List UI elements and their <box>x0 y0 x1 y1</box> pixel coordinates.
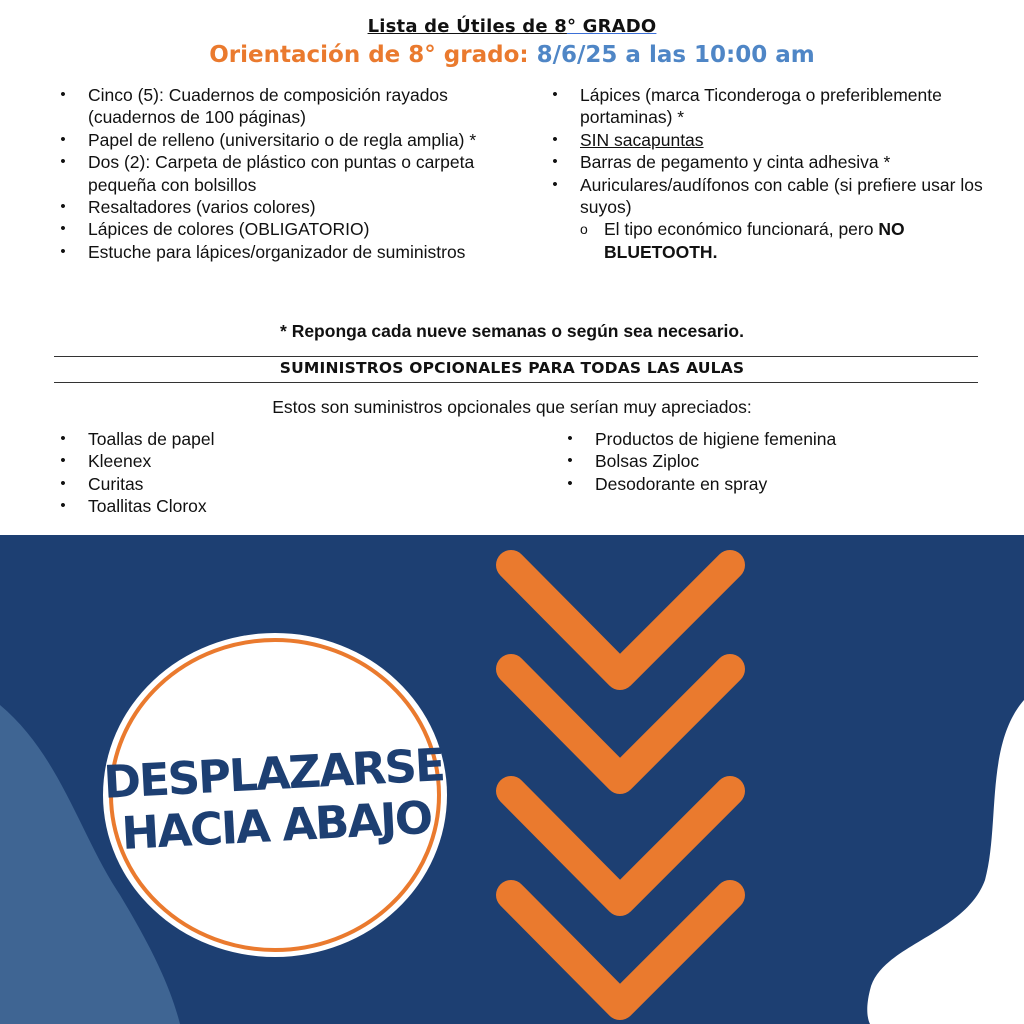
list-item: • Lápices de colores (OBLIGATORIO) <box>60 219 370 240</box>
list-item: • Lápices (marca Ticonderoga o preferiblemente portaminas) * <box>552 85 942 128</box>
divider <box>54 382 978 383</box>
list-item: • Kleenex <box>60 451 152 472</box>
chevron-down-icon <box>511 791 730 901</box>
required-list-left <box>56 84 494 263</box>
list-item: • Productos de higiene femenina <box>567 429 837 449</box>
orientation-label: Orientación de 8° grado: <box>209 42 529 68</box>
badge-line-2: HACIA ABAJO <box>120 790 433 861</box>
orientation-date: 8/6/25 a las 10:00 am <box>536 42 815 68</box>
right-wave-shape <box>867 700 1024 1024</box>
list-item: • Curitas <box>60 473 144 494</box>
required-list-right <box>548 84 988 263</box>
page-title <box>0 16 1024 37</box>
list-item: • Resaltadores (varios colores) <box>60 197 316 218</box>
list-item: • Desodorante en spray <box>567 473 768 494</box>
title-part-2: ° GRADO <box>566 16 657 37</box>
list-item: • Estuche para lápices/organizador de suministros <box>60 241 466 262</box>
scroll-badge-text <box>98 739 453 861</box>
sub-list-item: o El tipo económico funcionará, pero NO BLUETOOTH. <box>580 219 905 262</box>
list-item: • Toallas de papel <box>60 429 215 449</box>
chevron-down-icon <box>511 565 730 675</box>
list-item: • Toallitas Clorox <box>60 496 207 517</box>
list-item: • Bolsas Ziploc <box>567 451 700 472</box>
optional-list-right <box>563 428 983 495</box>
replace-note: * Reponga cada nueve semanas o según sea necesario. <box>280 321 744 341</box>
sub-list <box>580 218 988 263</box>
list-item: • Papel de relleno (universitario o de regla amplia) * <box>60 129 477 150</box>
optional-heading: SUMINISTROS OPCIONALES PARA TODAS LAS AULAS <box>279 359 745 377</box>
badge-line-1: DESPLAZARSE <box>102 738 445 809</box>
list-item: • Cinco (5): Cuadernos de composición rayados (cuadernos de 100 páginas) <box>60 85 448 128</box>
optional-intro: Estos son suministros opcionales que serían muy apreciados: <box>272 397 752 417</box>
orientation-line <box>0 42 1024 68</box>
title-part-1: Lista de Útiles de 8 <box>367 16 567 37</box>
divider <box>54 356 978 357</box>
optional-list-left <box>56 428 496 518</box>
list-item: • Barras de pegamento y cinta adhesiva * <box>552 152 891 173</box>
list-item: • Dos (2): Carpeta de plástico con puntas o carpeta pequeña con bolsillos <box>60 152 475 195</box>
list-item: • SIN sacapuntas <box>552 129 704 150</box>
list-item: • Auriculares/audífonos con cable (si prefiere usar los suyos) o El tipo económico funcionará, pero NO BLUETOOTH. <box>548 174 988 264</box>
